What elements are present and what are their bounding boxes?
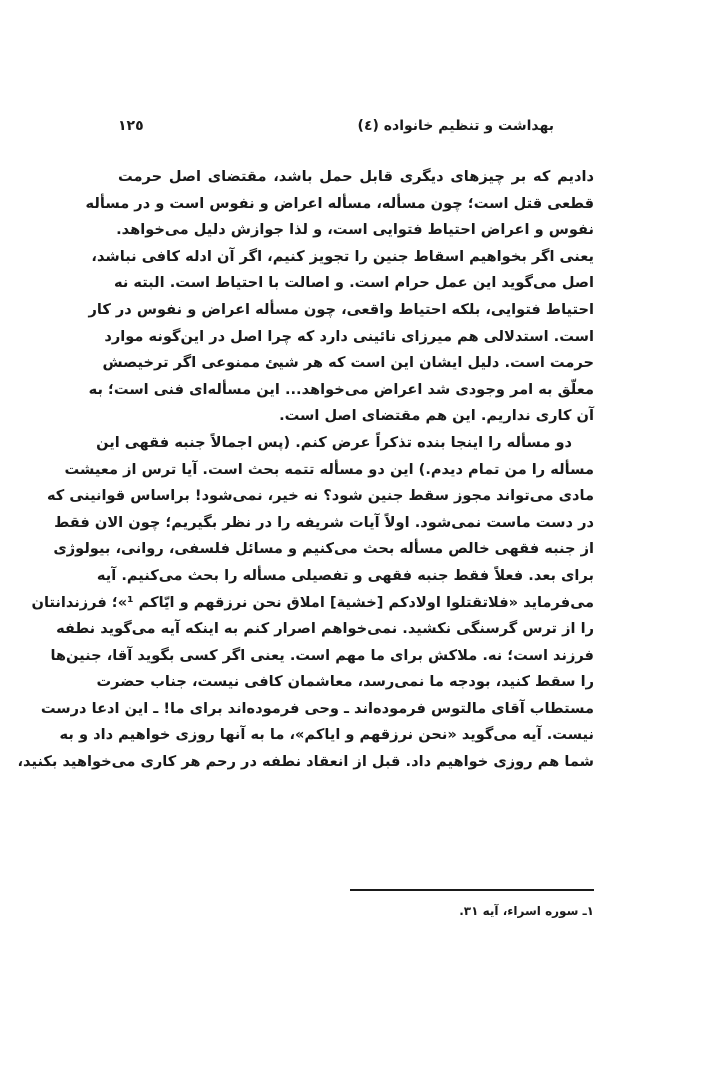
header-title: بهداشت و تنظیم خانواده (٤) (357, 118, 554, 134)
text-line: از جنبه فقهی خالص مسأله بحث می‌کنیم و مسائل فلسفی، روانی، بیولوژی (53, 540, 594, 558)
text-line: نفوس و اعراض احتیاط فتوایی است، و لذا جوازش دلیل می‌خواهد. (116, 221, 594, 239)
footnote: ١ـ سوره اسراء، آیه ٣١. (459, 904, 594, 918)
text-line: در دست ماست نمی‌شود. اولاً آیات شریفه را در نظر بگیریم؛ چون الان فقط (54, 513, 594, 531)
body-text (17, 164, 594, 776)
text-line: احتیاط فتوایی، بلکه احتیاط واقعی، چون مسأله اعراض و نفوس در کار (88, 300, 594, 318)
text-line: اصل می‌گوید این عمل حرام است. و اصالت با احتیاط است. البته نه (113, 274, 594, 292)
text-line: مستطاب آقای مالتوس فرموده‌اند ـ وحی فرموده‌اند برای ما! ـ این ادعا درست (40, 699, 594, 717)
text-line: شما هم روزی خواهیم داد. قبل از انعقاد نطفه در رحم هر کاری می‌خواهید بکنید، (17, 753, 594, 771)
text-line: حرمت است. دلیل ایشان این است که هر شیئ ممنوعی اگر ترخیصش (102, 354, 594, 372)
text-line: را سقط کنید، بودجه ما نمی‌رسد، معاشمان کافی نیست، جناب حضرت (96, 673, 594, 691)
text-line: یعنی اگر بخواهیم اسقاط جنین را تجویز کنیم، اگر آن ادله کافی نباشد، (91, 247, 594, 265)
page-number: ١٢٥ (118, 118, 144, 134)
text-line: مادی می‌تواند مجوز سقط جنین شود؟ نه خیر، نمی‌شود! براساس قوانینی که (46, 487, 594, 505)
text-line: قطعی قتل است؛ چون مسأله، مسأله اعراض و نفوس است و در مسأله (85, 194, 594, 212)
text-line: است. استدلالی هم میرزای نائینی دارد که چرا اصل در این‌گونه موارد (104, 327, 594, 345)
text-line: دو مسأله را اینجا بنده تذکراً عرض کنم. (پس اجمالاً جنبه فقهی این (96, 433, 572, 451)
text-line: نیست. آیه می‌گوید «نحن نرزقهم و ایاکم»، ما به آنها روزی خواهیم داد و به (59, 726, 594, 744)
text-line: فرزند است؛ نه. ملاکش برای ما مهم است. یعنی اگر کسی بگوید آقا، جنین‌ها (50, 646, 594, 664)
footnote-divider (350, 889, 594, 891)
text-line: مسأله را من تمام دیدم.) این دو مسأله تتمه بحث است. آیا ترس از معیشت (64, 460, 594, 478)
text-line: برای بعد. فعلاً فقط جنبه فقهی و تفصیلی مسأله را بحث می‌کنیم. آیه (96, 566, 594, 584)
running-header (118, 118, 594, 144)
text-line: دادیم که بر چیزهای دیگری قابل حمل باشد، مقتضای اصل حرمت (118, 168, 594, 185)
text-line: می‌فرماید «فلاتقتلوا اولادکم [خشیة] املاق نحن نرزقهم و ایّاکم ¹»؛ فرزندانتان (31, 593, 594, 611)
text-line: معلّق به امر وجودی شد اعراض می‌خواهد... این مسأله‌ای فنی است؛ به (88, 380, 594, 398)
text-line: را از ترس گرسنگی نکشید. نمی‌خواهم اصرار کنم به اینکه آیه می‌گوید نطفه (56, 620, 594, 638)
text-line: آن کاری نداریم. این هم مقتضای اصل است. (279, 407, 594, 425)
